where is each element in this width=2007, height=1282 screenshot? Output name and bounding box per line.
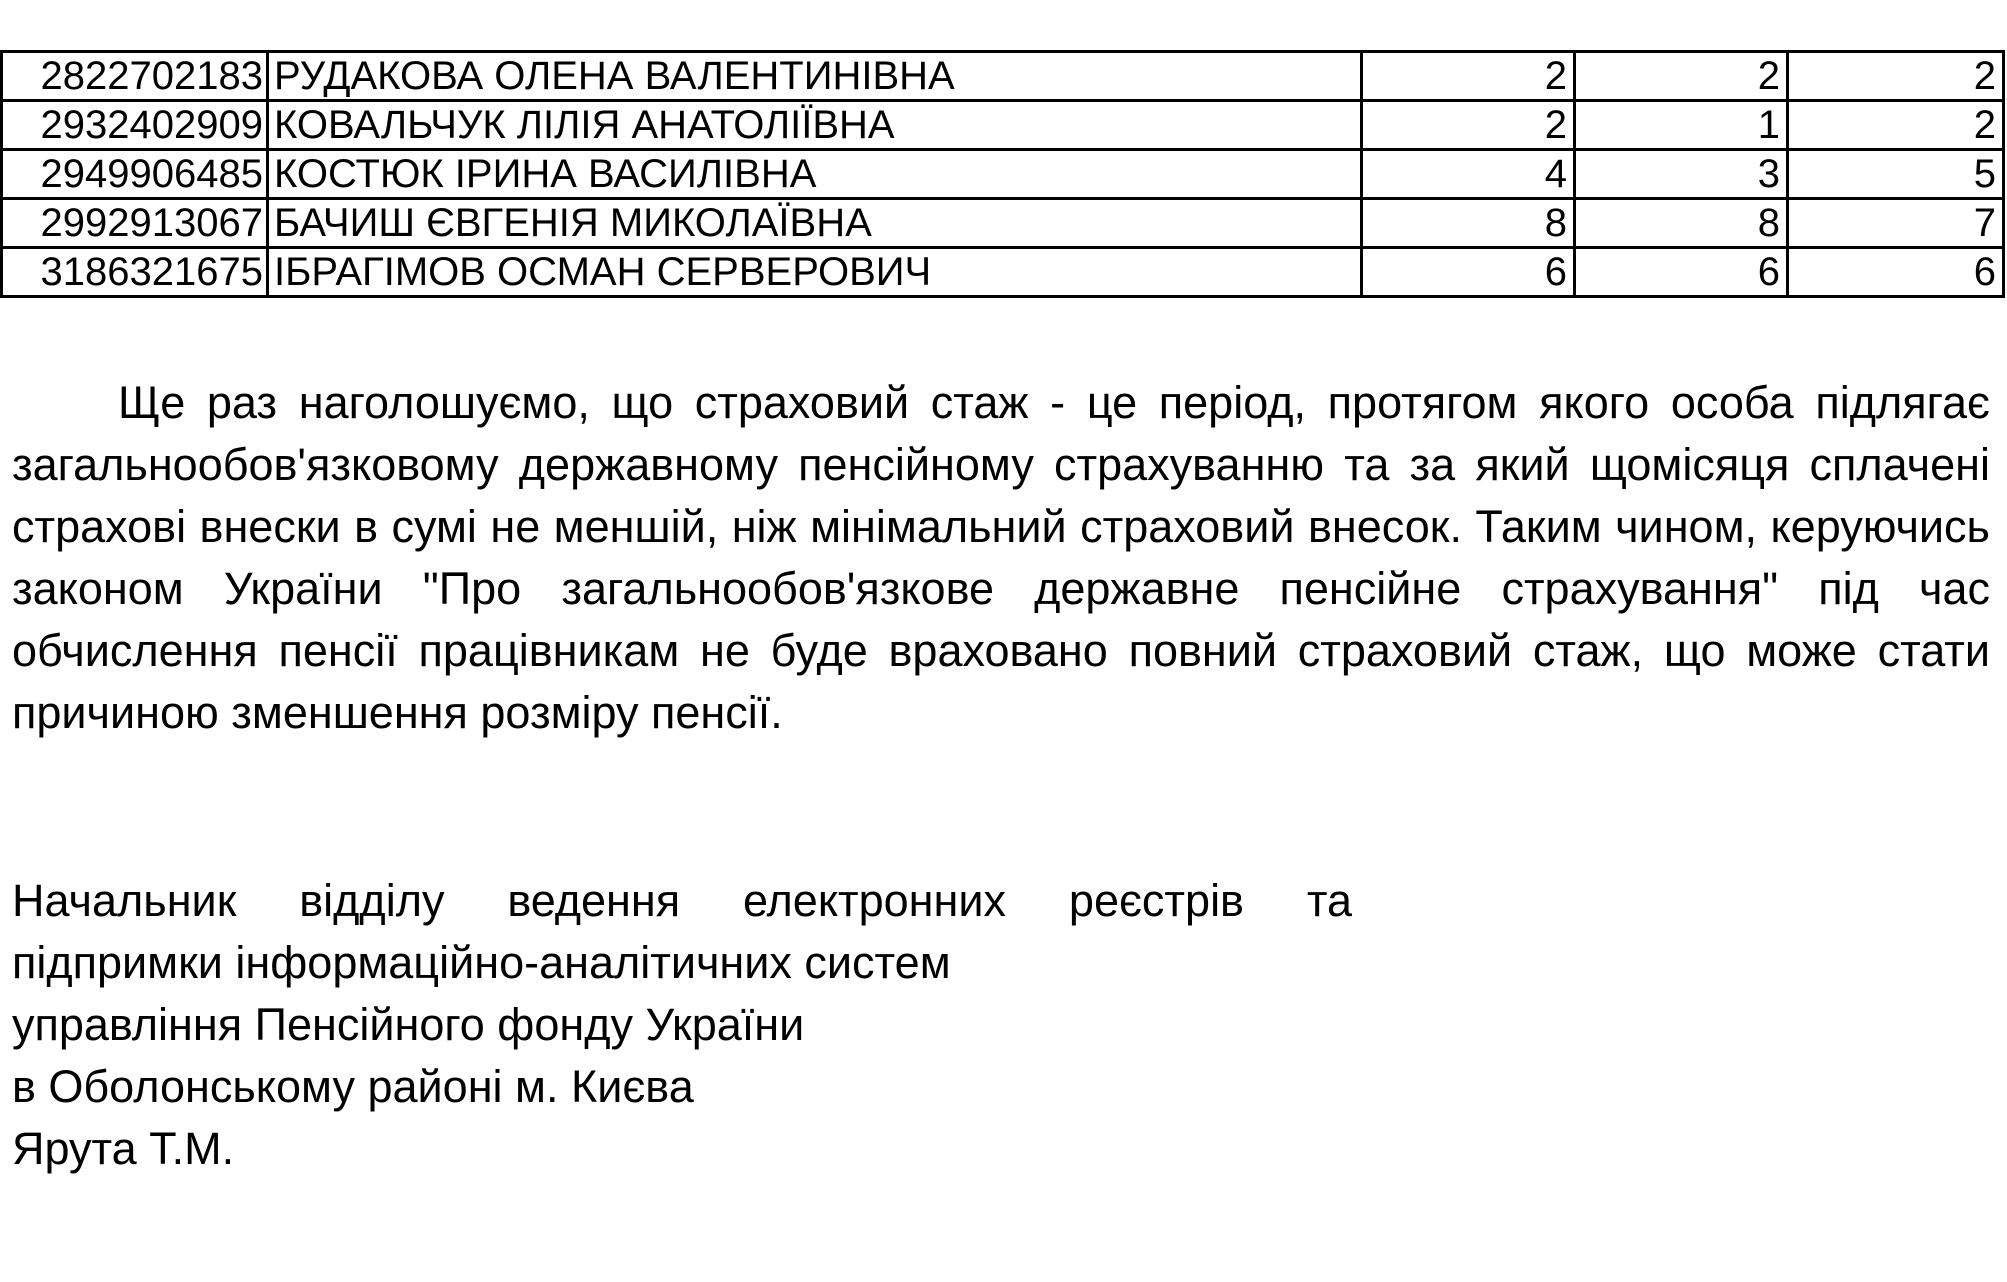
signature-district-line: в Оболонському районі м. Києва: [12, 1061, 694, 1112]
signature-block: [12, 870, 1352, 1180]
body-paragraph: Ще раз наголошуємо, що страховий стаж - це період, протягом якого особа підлягає загальнообов'язковому державному пенсійному страхуванню та за який щомісяця сплачені страхові внески в сумі не меншій, ніж мінімальний страховий внесок. Таким чином, керуючись законом України "Про загальнообов'язкове державне пенсійне страхування" під час обчислення пенсії працівникам не буде враховано повний страховий стаж, що може стати причиною зменшення розміру пенсії.: [12, 377, 1990, 738]
value-cell-1: 2: [1362, 101, 1575, 150]
full-name-cell: КОСТЮК ІРИНА ВАСИЛІВНА: [268, 150, 1362, 199]
signature-department-line: підпримки інформаційно-аналітичних систем: [12, 937, 951, 988]
tax-code-cell: 2992913067: [2, 199, 268, 248]
value-cell-1: 6: [1362, 248, 1575, 297]
value-cell-3: 6: [1788, 248, 2004, 297]
table-row: [2, 199, 2004, 248]
table-row: [2, 101, 2004, 150]
full-name-cell: ІБРАГІМОВ ОСМАН СЕРВЕРОВИЧ: [268, 248, 1362, 297]
full-name-cell: БАЧИШ ЄВГЕНІЯ МИКОЛАЇВНА: [268, 199, 1362, 248]
table-row: [2, 248, 2004, 297]
full-name-cell: РУДАКОВА ОЛЕНА ВАЛЕНТИНІВНА: [268, 52, 1362, 101]
value-cell-2: 2: [1575, 52, 1788, 101]
tax-code-cell: 2822702183: [2, 52, 268, 101]
signature-organization-line: управління Пенсійного фонду України: [12, 999, 805, 1050]
tax-code-cell: 2932402909: [2, 101, 268, 150]
tax-code-cell: 3186321675: [2, 248, 268, 297]
value-cell-3: 2: [1788, 52, 2004, 101]
full-name-cell: КОВАЛЬЧУК ЛІЛІЯ АНАТОЛІЇВНА: [268, 101, 1362, 150]
tax-code-cell: 2949906485: [2, 150, 268, 199]
value-cell-3: 5: [1788, 150, 2004, 199]
value-cell-1: 8: [1362, 199, 1575, 248]
value-cell-2: 1: [1575, 101, 1788, 150]
value-cell-3: 7: [1788, 199, 2004, 248]
value-cell-3: 2: [1788, 101, 2004, 150]
table-row: [2, 52, 2004, 101]
table-row: [2, 150, 2004, 199]
signature-title-line: Начальник відділу ведення електронних реєстрів та: [12, 875, 1352, 926]
insured-persons-table: [0, 50, 2005, 298]
value-cell-2: 6: [1575, 248, 1788, 297]
value-cell-1: 4: [1362, 150, 1575, 199]
signatory-name: Ярута Т.М.: [12, 1123, 235, 1174]
value-cell-1: 2: [1362, 52, 1575, 101]
value-cell-2: 8: [1575, 199, 1788, 248]
value-cell-2: 3: [1575, 150, 1788, 199]
